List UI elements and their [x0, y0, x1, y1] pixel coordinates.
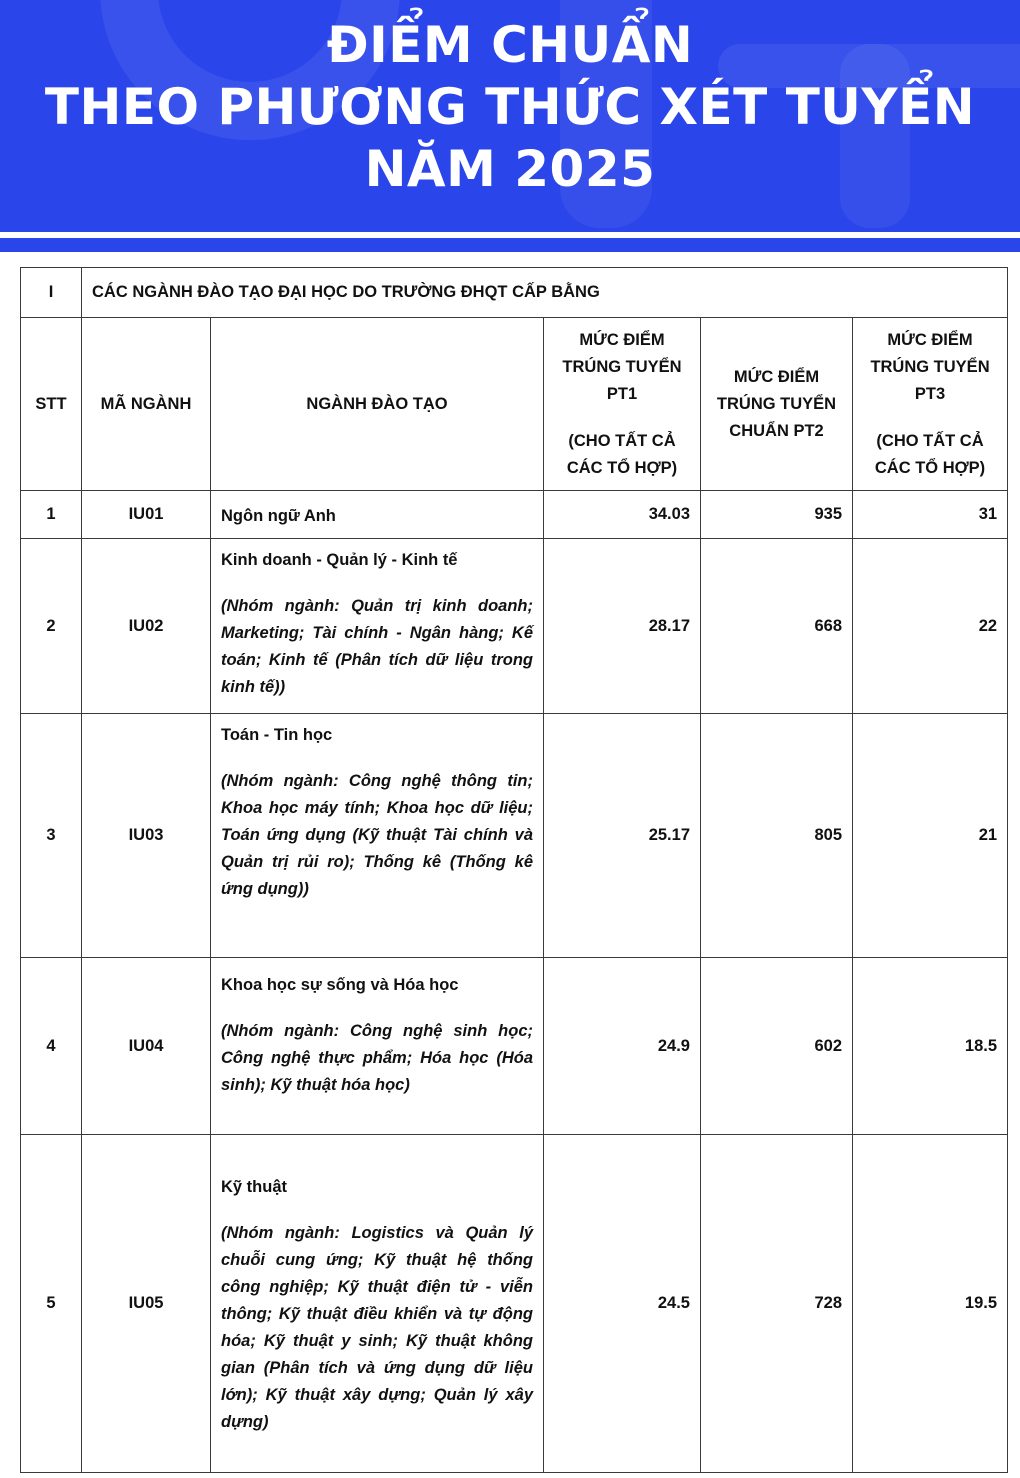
- table-row: [21, 1135, 1008, 1473]
- row-code: IU03: [82, 714, 211, 958]
- table-row: [21, 491, 1008, 539]
- section-number: I: [21, 268, 82, 318]
- page-title: [0, 14, 1020, 200]
- col-header-pt1-label: MỨC ĐIỂM TRÚNG TUYỂN PT1: [562, 330, 682, 403]
- col-header-pt2: MỨC ĐIỂM TRÚNG TUYỂN CHUẨN PT2: [701, 318, 853, 491]
- row-code: IU02: [82, 539, 211, 714]
- row-pt1: 24.9: [544, 958, 701, 1135]
- row-pt2: 728: [701, 1135, 853, 1473]
- row-stt: 1: [21, 491, 82, 539]
- row-pt2: 602: [701, 958, 853, 1135]
- row-stt: 4: [21, 958, 82, 1135]
- row-pt3: 31: [853, 491, 1008, 539]
- row-pt1: 25.17: [544, 714, 701, 958]
- row-pt3: 22: [853, 539, 1008, 714]
- col-header-stt: STT: [21, 318, 82, 491]
- row-major: [211, 714, 544, 958]
- row-pt2: 805: [701, 714, 853, 958]
- col-header-pt1-note: (CHO TẤT CẢ CÁC TỔ HỢP): [566, 431, 678, 477]
- col-header-major: NGÀNH ĐÀO TẠO: [211, 318, 544, 491]
- row-stt: 2: [21, 539, 82, 714]
- major-name: Ngôn ngữ Anh: [221, 506, 336, 525]
- col-header-code: MÃ NGÀNH: [82, 318, 211, 491]
- row-code: IU04: [82, 958, 211, 1135]
- row-pt1: 28.17: [544, 539, 701, 714]
- row-pt1: 34.03: [544, 491, 701, 539]
- header-row: [21, 318, 1008, 491]
- col-header-pt3-label: MỨC ĐIỂM TRÚNG TUYỂN PT3: [870, 330, 990, 403]
- row-code: IU01: [82, 491, 211, 539]
- section-title: CÁC NGÀNH ĐÀO TẠO ĐẠI HỌC DO TRƯỜNG ĐHQT CẤP BẰNG: [82, 268, 1008, 318]
- table-row: [21, 539, 1008, 714]
- row-pt1: 24.5: [544, 1135, 701, 1473]
- col-header-pt3: [853, 318, 1008, 491]
- row-code: IU05: [82, 1135, 211, 1473]
- major-group: (Nhóm ngành: Công nghệ sinh học; Công nghệ thực phẩm; Hóa học (Hóa sinh); Kỹ thuật hóa học): [221, 1022, 533, 1094]
- row-major: [211, 1135, 544, 1473]
- title-line-3: NĂM 2025: [364, 140, 656, 198]
- row-pt2: 668: [701, 539, 853, 714]
- major-group: (Nhóm ngành: Logistics và Quản lý chuỗi cung ứng; Kỹ thuật hệ thống công nghiệp; Kỹ thuật điện tử - viễn thông; Kỹ thuật điều khiển và tự động hóa; Kỹ thuật y sinh; Kỹ thuật không gian (Phân tích và ứng dụng dữ liệu lớn); Kỹ thuật xây dựng; Quản lý xây dựng): [221, 1223, 533, 1431]
- admission-score-table: [20, 267, 1008, 1473]
- col-header-pt3-note: (CHO TẤT CẢ CÁC TỔ HỢP): [874, 431, 986, 477]
- row-major: [211, 491, 544, 539]
- major-name: Khoa học sự sống và Hóa học: [221, 976, 459, 994]
- major-name: Kinh doanh - Quản lý - Kinh tế: [221, 551, 458, 569]
- row-pt3: 18.5: [853, 958, 1008, 1135]
- row-major: [211, 958, 544, 1135]
- row-major: [211, 539, 544, 714]
- row-stt: 3: [21, 714, 82, 958]
- col-header-pt1: [544, 318, 701, 491]
- row-pt3: 19.5: [853, 1135, 1008, 1473]
- header-banner: [0, 0, 1020, 228]
- row-stt: 5: [21, 1135, 82, 1473]
- header-stripe-line: [0, 232, 1020, 238]
- major-name: Toán - Tin học: [221, 726, 333, 744]
- title-line-1: ĐIỂM CHUẨN: [326, 16, 694, 74]
- row-pt3: 21: [853, 714, 1008, 958]
- table-row: [21, 714, 1008, 958]
- major-group: (Nhóm ngành: Công nghệ thông tin; Khoa học máy tính; Khoa học dữ liệu; Toán ứng dụng (Kỹ thuật Tài chính và Quản trị rủi ro); Thống kê (Thống kê ứng dụng)): [221, 772, 533, 898]
- major-group: (Nhóm ngành: Quản trị kinh doanh; Marketing; Tài chính - Ngân hàng; Kế toán; Kinh tế (Phân tích dữ liệu trong kinh tế)): [221, 597, 533, 696]
- title-line-2: THEO PHƯƠNG THỨC XÉT TUYỂN: [44, 78, 976, 136]
- section-row: [21, 268, 1008, 318]
- major-name: Kỹ thuật: [221, 1177, 287, 1196]
- table-row: [21, 958, 1008, 1135]
- row-pt2: 935: [701, 491, 853, 539]
